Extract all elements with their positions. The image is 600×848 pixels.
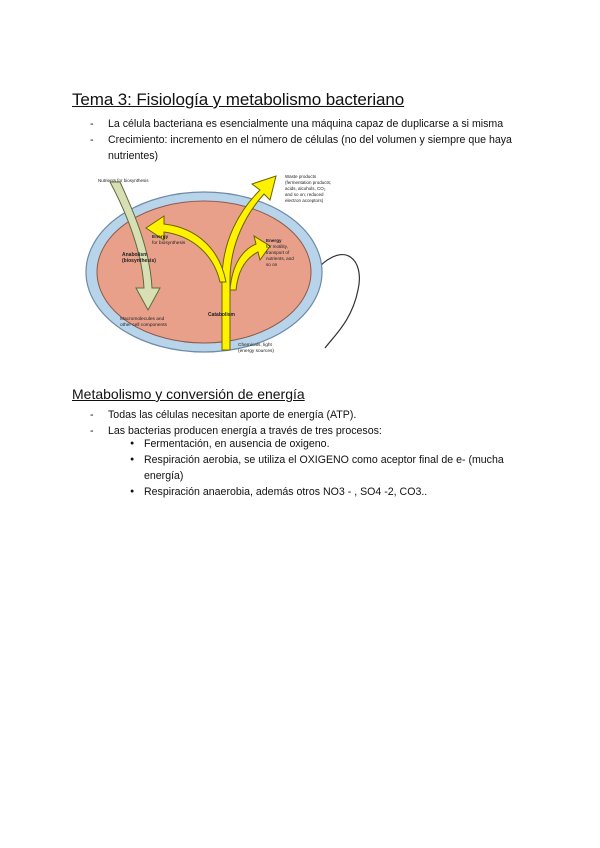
- chemicals-line: Chemicals, light: [238, 343, 272, 348]
- nutrients-label: Nutrients for biosynthesis: [98, 178, 149, 183]
- section-heading: Metabolismo y conversión de energía: [72, 386, 305, 402]
- energy-line: nutrients, and: [266, 256, 294, 261]
- macro-line: Macromolecules and: [120, 317, 165, 322]
- intro-list: [90, 116, 530, 164]
- catabolism-label: Catabolism: [208, 312, 235, 318]
- waste-line: (fermentation products;: [285, 180, 332, 185]
- energy-word: Energy: [266, 238, 282, 243]
- page-title: Tema 3: Fisiología y metabolismo bacteriano: [72, 90, 405, 109]
- waste-line: Waste products: [285, 174, 317, 179]
- intro-item: - Crecimiento: incremento en el número de células (no del volumen y siempre que haya nutrientes): [90, 132, 530, 164]
- waste-label: [285, 174, 333, 203]
- waste-line: and so on; reduced: [285, 192, 324, 197]
- metabolism-item: - Las bacterias producen energía a través de tres procesos:: [90, 423, 530, 439]
- metabolism-list: [90, 407, 530, 439]
- waste-line: acids, alcohols, CO₂: [285, 186, 326, 191]
- metabolism-item: - Todas las células necesitan aporte de energía (ATP).: [90, 407, 530, 423]
- processes-list: [130, 436, 530, 500]
- energy-line: so on: [266, 262, 278, 267]
- process-item: ● Respiración aerobia, se utiliza el OXIGENO como aceptor final de e- (mucha energía): [130, 452, 530, 484]
- energy-purpose: for biosynthesis: [152, 241, 186, 246]
- waste-line: electron acceptors): [285, 198, 324, 203]
- macro-line: other cell components: [120, 323, 167, 328]
- process-item: ● Respiración anaerobia, además otros NO3 - , SO4 -2, CO3..: [130, 484, 530, 500]
- energy-word: Energy: [152, 235, 169, 240]
- cell-metabolism-diagram: [80, 170, 420, 360]
- energy-line: transport of: [266, 250, 290, 255]
- flagellum: [318, 255, 359, 348]
- energy-line: for motility,: [266, 244, 288, 249]
- process-item: ● Fermentación, en ausencia de oxigeno.: [130, 436, 530, 452]
- chemicals-line: (energy sources): [238, 349, 274, 354]
- anabolism-word: Anabolism: [122, 252, 148, 258]
- anabolism-sub: (biosynthesis): [122, 258, 156, 264]
- intro-item: - La célula bacteriana es esencialmente una máquina capaz de duplicarse a si misma: [90, 116, 530, 132]
